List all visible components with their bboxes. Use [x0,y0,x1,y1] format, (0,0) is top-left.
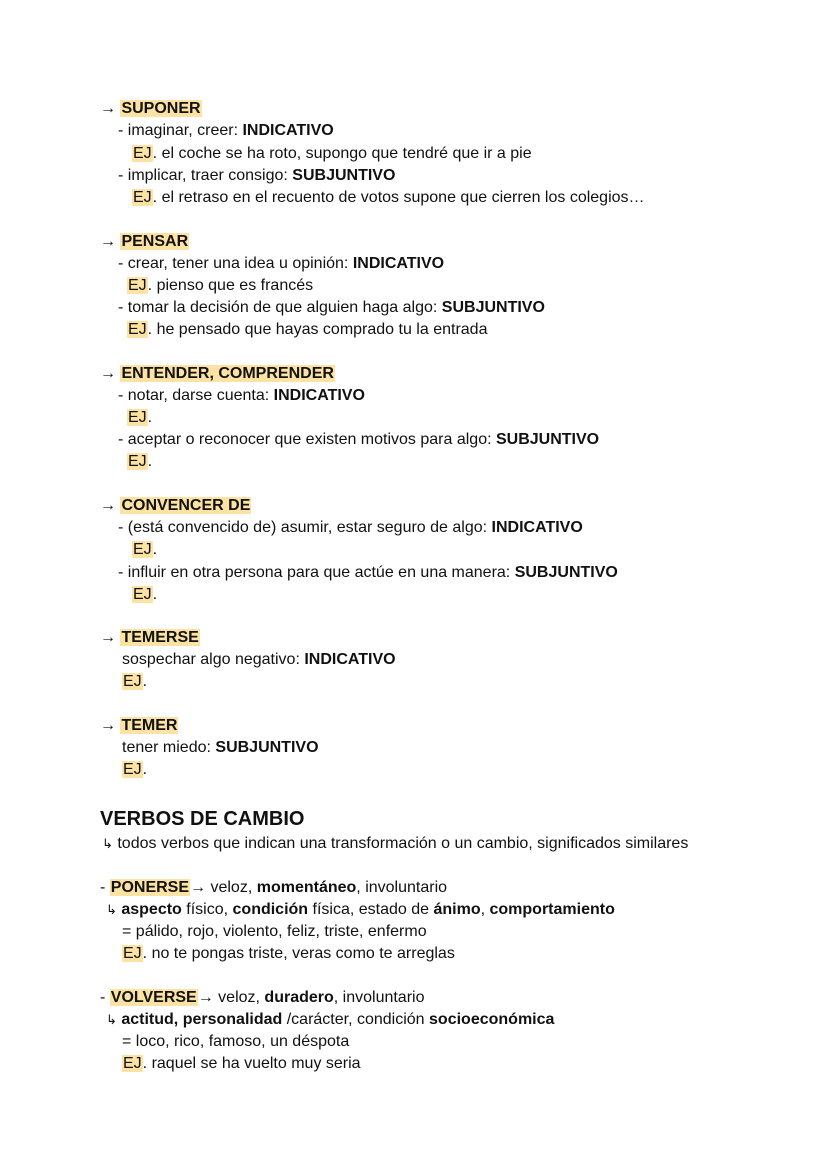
mood-label: INDICATIVO [242,122,334,139]
example-text: . [152,586,158,603]
meaning-text: - (está convencido de) asumir, estar seguro de algo: [118,519,492,536]
ej-label: EJ [128,409,147,426]
verb-desc: → veloz, [197,989,265,1006]
mood-label: SUBJUNTIVO [495,431,600,448]
ej-label: EJ [123,945,142,962]
usage-keyword: comportamiento [489,901,615,918]
meaning-text: - tomar la decisión de que alguien haga algo: [118,299,442,316]
verb-desc: , involuntario [356,879,448,896]
ej-label: EJ [123,1055,142,1072]
mood-label: SUBJUNTIVO [215,739,319,756]
usage-keyword: condición [232,901,309,918]
dash: - [100,879,110,896]
arrow-icon: → [100,717,116,734]
ej-label: EJ [133,145,152,162]
verb-title: CONVENCER DE [121,497,251,514]
meaning-line [118,297,545,319]
example-line [122,1053,361,1075]
section-title: VERBOS DE CAMBIO [100,808,305,830]
example-line [127,275,313,297]
example-text: . no te pongas triste, veras como te arreglas [142,945,455,962]
example-line [132,584,157,606]
mood-label: SUBJUNTIVO [514,564,618,581]
adjective-list: = pálido, rojo, violento, feliz, triste, enfermo [122,923,427,940]
usage-line [106,899,615,921]
meaning-text: - notar, darse cuenta: [118,387,274,404]
usage-keyword: aspecto [121,901,182,918]
mood-label: INDICATIVO [273,387,365,404]
section-heading-suponer [100,98,202,120]
adjective-list: = loco, rico, famoso, un déspota [122,1033,350,1050]
meaning-line [122,737,319,759]
example-text: . el coche se ha roto, supongo que tendré que ir a pie [152,145,532,162]
meaning-line [118,385,365,407]
verb-keyword: duradero [264,989,334,1006]
verb-title: PONERSE [110,879,190,896]
sub-arrow-icon: ↳ [106,1012,117,1027]
arrow-icon: → [100,629,116,646]
section-description [102,833,688,855]
section-heading-pensar [100,231,189,253]
meaning-line [118,120,334,142]
usage-keyword: ánimo [433,901,481,918]
sub-arrow-icon: ↳ [106,902,117,917]
change-verb-line [100,987,424,1009]
meaning-line [122,649,396,671]
ej-label: EJ [133,586,152,603]
example-text: . [142,761,148,778]
example-line [127,319,487,341]
mood-label: SUBJUNTIVO [292,167,396,184]
meaning-text: - imaginar, creer: [118,122,243,139]
usage-keyword: socioeconómica [429,1011,555,1028]
example-line [122,759,147,781]
example-line [132,187,645,209]
section-heading-convencer [100,495,251,517]
verb-desc: , involuntario [333,989,425,1006]
verb-desc: → veloz, [190,879,257,896]
arrow-icon: → [100,497,116,514]
mood-label: INDICATIVO [491,519,583,536]
ej-label: EJ [133,189,152,206]
meaning-text: tener miedo: [122,739,216,756]
verb-title: PENSAR [121,233,189,250]
mood-label: SUBJUNTIVO [441,299,545,316]
meaning-text: - crear, tener una idea u opinión: [118,255,353,272]
usage-text: /carácter, condición [282,1011,430,1028]
mood-label: INDICATIVO [304,651,396,668]
ej-label: EJ [128,277,147,294]
usage-keyword: actitud, personalidad [121,1011,283,1028]
example-line [127,407,152,429]
usage-text: física, estado de [308,901,434,918]
example-text: . el retraso en el recuento de votos supone que cierren los colegios… [152,189,645,206]
verb-keyword: momentáneo [256,879,357,896]
ej-label: EJ [133,541,152,558]
ej-label: EJ [128,453,147,470]
example-text: . pienso que es francés [147,277,314,294]
ej-label: EJ [123,761,142,778]
change-verb-line [100,877,447,899]
meaning-text: sospechar algo negativo: [122,651,305,668]
meaning-line [118,562,618,584]
verb-title: TEMERSE [121,629,199,646]
section-heading-entender [100,363,335,385]
meaning-text: - implicar, traer consigo: [118,167,293,184]
section-heading-temer [100,715,178,737]
usage-line [106,1009,554,1031]
example-text: . he pensado que hayas comprado tu la entrada [147,321,488,338]
verb-title: TEMER [121,717,178,734]
section-heading-temerse [100,627,200,649]
description-text: todos verbos que indican una transformación o un cambio, significados similares [117,835,689,852]
meaning-line [118,429,599,451]
verb-title: VOLVERSE [110,989,197,1006]
meaning-line [118,253,444,275]
ej-label: EJ [123,673,142,690]
usage-text: físico, [181,901,233,918]
example-text: . [142,673,148,690]
example-line [122,671,147,693]
example-line [132,539,157,561]
meaning-text: - aceptar o reconocer que existen motivos para algo: [118,431,496,448]
ej-label: EJ [128,321,147,338]
arrow-icon: → [100,365,116,382]
example-text: . raquel se ha vuelto muy seria [142,1055,361,1072]
meaning-line [118,165,395,187]
usage-text: , [480,901,490,918]
example-line [132,143,532,165]
sub-arrow-icon: ↳ [102,836,113,851]
mood-label: INDICATIVO [352,255,445,272]
example-line [122,943,455,965]
dash: - [100,989,110,1006]
example-text: . [152,541,158,558]
meaning-line [118,517,583,539]
example-text: . [147,409,153,426]
verb-title: ENTENDER, COMPRENDER [121,365,334,382]
arrow-icon: → [100,100,116,117]
example-text: . [147,453,153,470]
example-line [127,451,152,473]
arrow-icon: → [100,233,116,250]
meaning-text: - influir en otra persona para que actúe en una manera: [118,564,515,581]
verb-title: SUPONER [121,100,201,117]
